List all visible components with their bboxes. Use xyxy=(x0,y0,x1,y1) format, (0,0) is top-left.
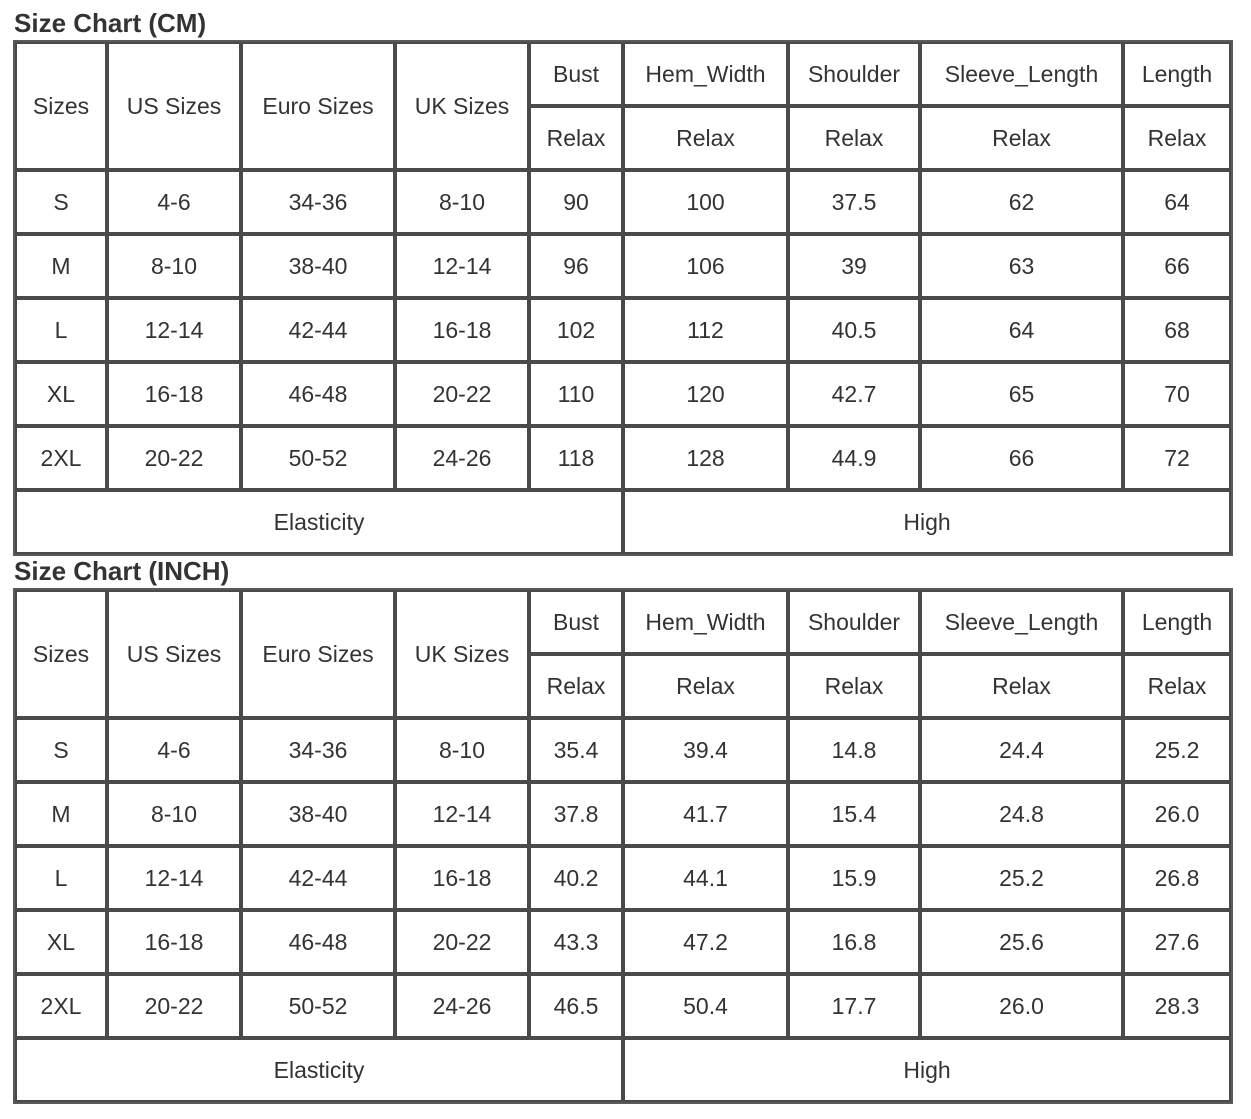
fit-label: Relax xyxy=(623,654,788,718)
table-cell: 26.0 xyxy=(1123,782,1231,846)
fit-label: Relax xyxy=(1123,654,1231,718)
table-cell: 4-6 xyxy=(107,170,241,234)
table-cell: 68 xyxy=(1123,298,1231,362)
table-cell: 106 xyxy=(623,234,788,298)
table-cell: 72 xyxy=(1123,426,1231,490)
elasticity-row xyxy=(15,1038,1231,1102)
table-row xyxy=(15,974,1231,1038)
size-table xyxy=(13,588,1233,1104)
chart-title: Size Chart (CM) xyxy=(14,8,207,38)
table-cell: 26.8 xyxy=(1123,846,1231,910)
measure-header: Length xyxy=(1123,590,1231,654)
table-cell: 120 xyxy=(623,362,788,426)
table-cell: 50-52 xyxy=(241,974,395,1038)
elasticity-row xyxy=(15,490,1231,554)
table-row xyxy=(15,298,1231,362)
fit-label: Relax xyxy=(529,106,623,170)
table-cell: 8-10 xyxy=(395,170,529,234)
elasticity-value: High xyxy=(623,1038,1231,1102)
table-cell: 112 xyxy=(623,298,788,362)
table-row xyxy=(15,718,1231,782)
table-cell: 8-10 xyxy=(107,234,241,298)
table-row xyxy=(15,910,1231,974)
measure-header: Shoulder xyxy=(788,590,920,654)
table-row xyxy=(15,846,1231,910)
table-cell: 16-18 xyxy=(107,910,241,974)
table-cell: 8-10 xyxy=(107,782,241,846)
table-cell: 38-40 xyxy=(241,234,395,298)
measure-header: Length xyxy=(1123,42,1231,106)
table-cell: 44.9 xyxy=(788,426,920,490)
column-header: Sizes xyxy=(15,42,107,170)
table-cell: 25.6 xyxy=(920,910,1123,974)
table-cell: M xyxy=(15,782,107,846)
table-cell: 8-10 xyxy=(395,718,529,782)
size-table xyxy=(13,40,1233,556)
table-cell: 41.7 xyxy=(623,782,788,846)
table-cell: 39.4 xyxy=(623,718,788,782)
measure-header: Sleeve_Length xyxy=(920,590,1123,654)
table-cell: M xyxy=(15,234,107,298)
table-cell: L xyxy=(15,846,107,910)
table-cell: 128 xyxy=(623,426,788,490)
table-cell: 4-6 xyxy=(107,718,241,782)
measure-header: Shoulder xyxy=(788,42,920,106)
table-cell: 24.4 xyxy=(920,718,1123,782)
table-cell: 40.2 xyxy=(529,846,623,910)
fit-label: Relax xyxy=(623,106,788,170)
table-cell: 12-14 xyxy=(107,846,241,910)
size-chart-cm xyxy=(13,7,1233,556)
column-header: US Sizes xyxy=(107,590,241,718)
table-cell: 25.2 xyxy=(920,846,1123,910)
table-cell: L xyxy=(15,298,107,362)
table-cell: 16.8 xyxy=(788,910,920,974)
size-chart-inch xyxy=(13,555,1233,1104)
column-header: US Sizes xyxy=(107,42,241,170)
table-cell: 43.3 xyxy=(529,910,623,974)
table-cell: 37.8 xyxy=(529,782,623,846)
table-cell: 20-22 xyxy=(107,426,241,490)
fit-label: Relax xyxy=(788,106,920,170)
table-cell: 20-22 xyxy=(395,362,529,426)
table-row xyxy=(15,426,1231,490)
fit-label: Relax xyxy=(920,654,1123,718)
table-cell: 38-40 xyxy=(241,782,395,846)
table-cell: 90 xyxy=(529,170,623,234)
table-row xyxy=(15,234,1231,298)
table-cell: 64 xyxy=(920,298,1123,362)
table-cell: 46.5 xyxy=(529,974,623,1038)
table-cell: 66 xyxy=(1123,234,1231,298)
table-row xyxy=(15,782,1231,846)
table-cell: 2XL xyxy=(15,426,107,490)
table-cell: 17.7 xyxy=(788,974,920,1038)
table-cell: 12-14 xyxy=(395,234,529,298)
table-cell: 20-22 xyxy=(395,910,529,974)
measure-header: Sleeve_Length xyxy=(920,42,1123,106)
table-cell: 16-18 xyxy=(107,362,241,426)
table-cell: 44.1 xyxy=(623,846,788,910)
table-cell: 15.9 xyxy=(788,846,920,910)
table-cell: 24.8 xyxy=(920,782,1123,846)
fit-label: Relax xyxy=(529,654,623,718)
table-cell: 65 xyxy=(920,362,1123,426)
header-row xyxy=(15,42,1231,106)
table-cell: 25.2 xyxy=(1123,718,1231,782)
table-cell: 42.7 xyxy=(788,362,920,426)
table-cell: 34-36 xyxy=(241,170,395,234)
table-row xyxy=(15,362,1231,426)
measure-header: Bust xyxy=(529,590,623,654)
elasticity-label: Elasticity xyxy=(15,490,623,554)
column-header: UK Sizes xyxy=(395,42,529,170)
measure-header: Bust xyxy=(529,42,623,106)
column-header: UK Sizes xyxy=(395,590,529,718)
chart-title: Size Chart (INCH) xyxy=(14,556,230,586)
fit-label: Relax xyxy=(920,106,1123,170)
table-cell: 70 xyxy=(1123,362,1231,426)
table-cell: 24-26 xyxy=(395,426,529,490)
table-cell: 47.2 xyxy=(623,910,788,974)
table-cell: 12-14 xyxy=(107,298,241,362)
table-cell: 28.3 xyxy=(1123,974,1231,1038)
table-cell: 37.5 xyxy=(788,170,920,234)
table-cell: 16-18 xyxy=(395,298,529,362)
table-cell: 46-48 xyxy=(241,910,395,974)
table-cell: 50.4 xyxy=(623,974,788,1038)
measure-header: Hem_Width xyxy=(623,590,788,654)
column-header: Euro Sizes xyxy=(241,590,395,718)
table-cell: 24-26 xyxy=(395,974,529,1038)
table-cell: 62 xyxy=(920,170,1123,234)
table-cell: S xyxy=(15,170,107,234)
table-cell: 15.4 xyxy=(788,782,920,846)
elasticity-label: Elasticity xyxy=(15,1038,623,1102)
column-header: Euro Sizes xyxy=(241,42,395,170)
table-cell: 50-52 xyxy=(241,426,395,490)
table-cell: 39 xyxy=(788,234,920,298)
table-cell: 66 xyxy=(920,426,1123,490)
table-cell: 64 xyxy=(1123,170,1231,234)
table-cell: 40.5 xyxy=(788,298,920,362)
table-cell: 2XL xyxy=(15,974,107,1038)
table-cell: 26.0 xyxy=(920,974,1123,1038)
table-cell: 100 xyxy=(623,170,788,234)
table-cell: 35.4 xyxy=(529,718,623,782)
table-cell: 118 xyxy=(529,426,623,490)
table-cell: 63 xyxy=(920,234,1123,298)
table-cell: 102 xyxy=(529,298,623,362)
table-cell: XL xyxy=(15,910,107,974)
elasticity-value: High xyxy=(623,490,1231,554)
table-cell: 110 xyxy=(529,362,623,426)
table-cell: 14.8 xyxy=(788,718,920,782)
table-cell: XL xyxy=(15,362,107,426)
table-cell: 96 xyxy=(529,234,623,298)
measure-header: Hem_Width xyxy=(623,42,788,106)
table-cell: S xyxy=(15,718,107,782)
header-row xyxy=(15,590,1231,654)
table-cell: 34-36 xyxy=(241,718,395,782)
table-cell: 46-48 xyxy=(241,362,395,426)
fit-label: Relax xyxy=(788,654,920,718)
column-header: Sizes xyxy=(15,590,107,718)
table-cell: 12-14 xyxy=(395,782,529,846)
table-cell: 16-18 xyxy=(395,846,529,910)
table-cell: 42-44 xyxy=(241,298,395,362)
table-row xyxy=(15,170,1231,234)
fit-label: Relax xyxy=(1123,106,1231,170)
table-cell: 20-22 xyxy=(107,974,241,1038)
table-cell: 27.6 xyxy=(1123,910,1231,974)
table-cell: 42-44 xyxy=(241,846,395,910)
